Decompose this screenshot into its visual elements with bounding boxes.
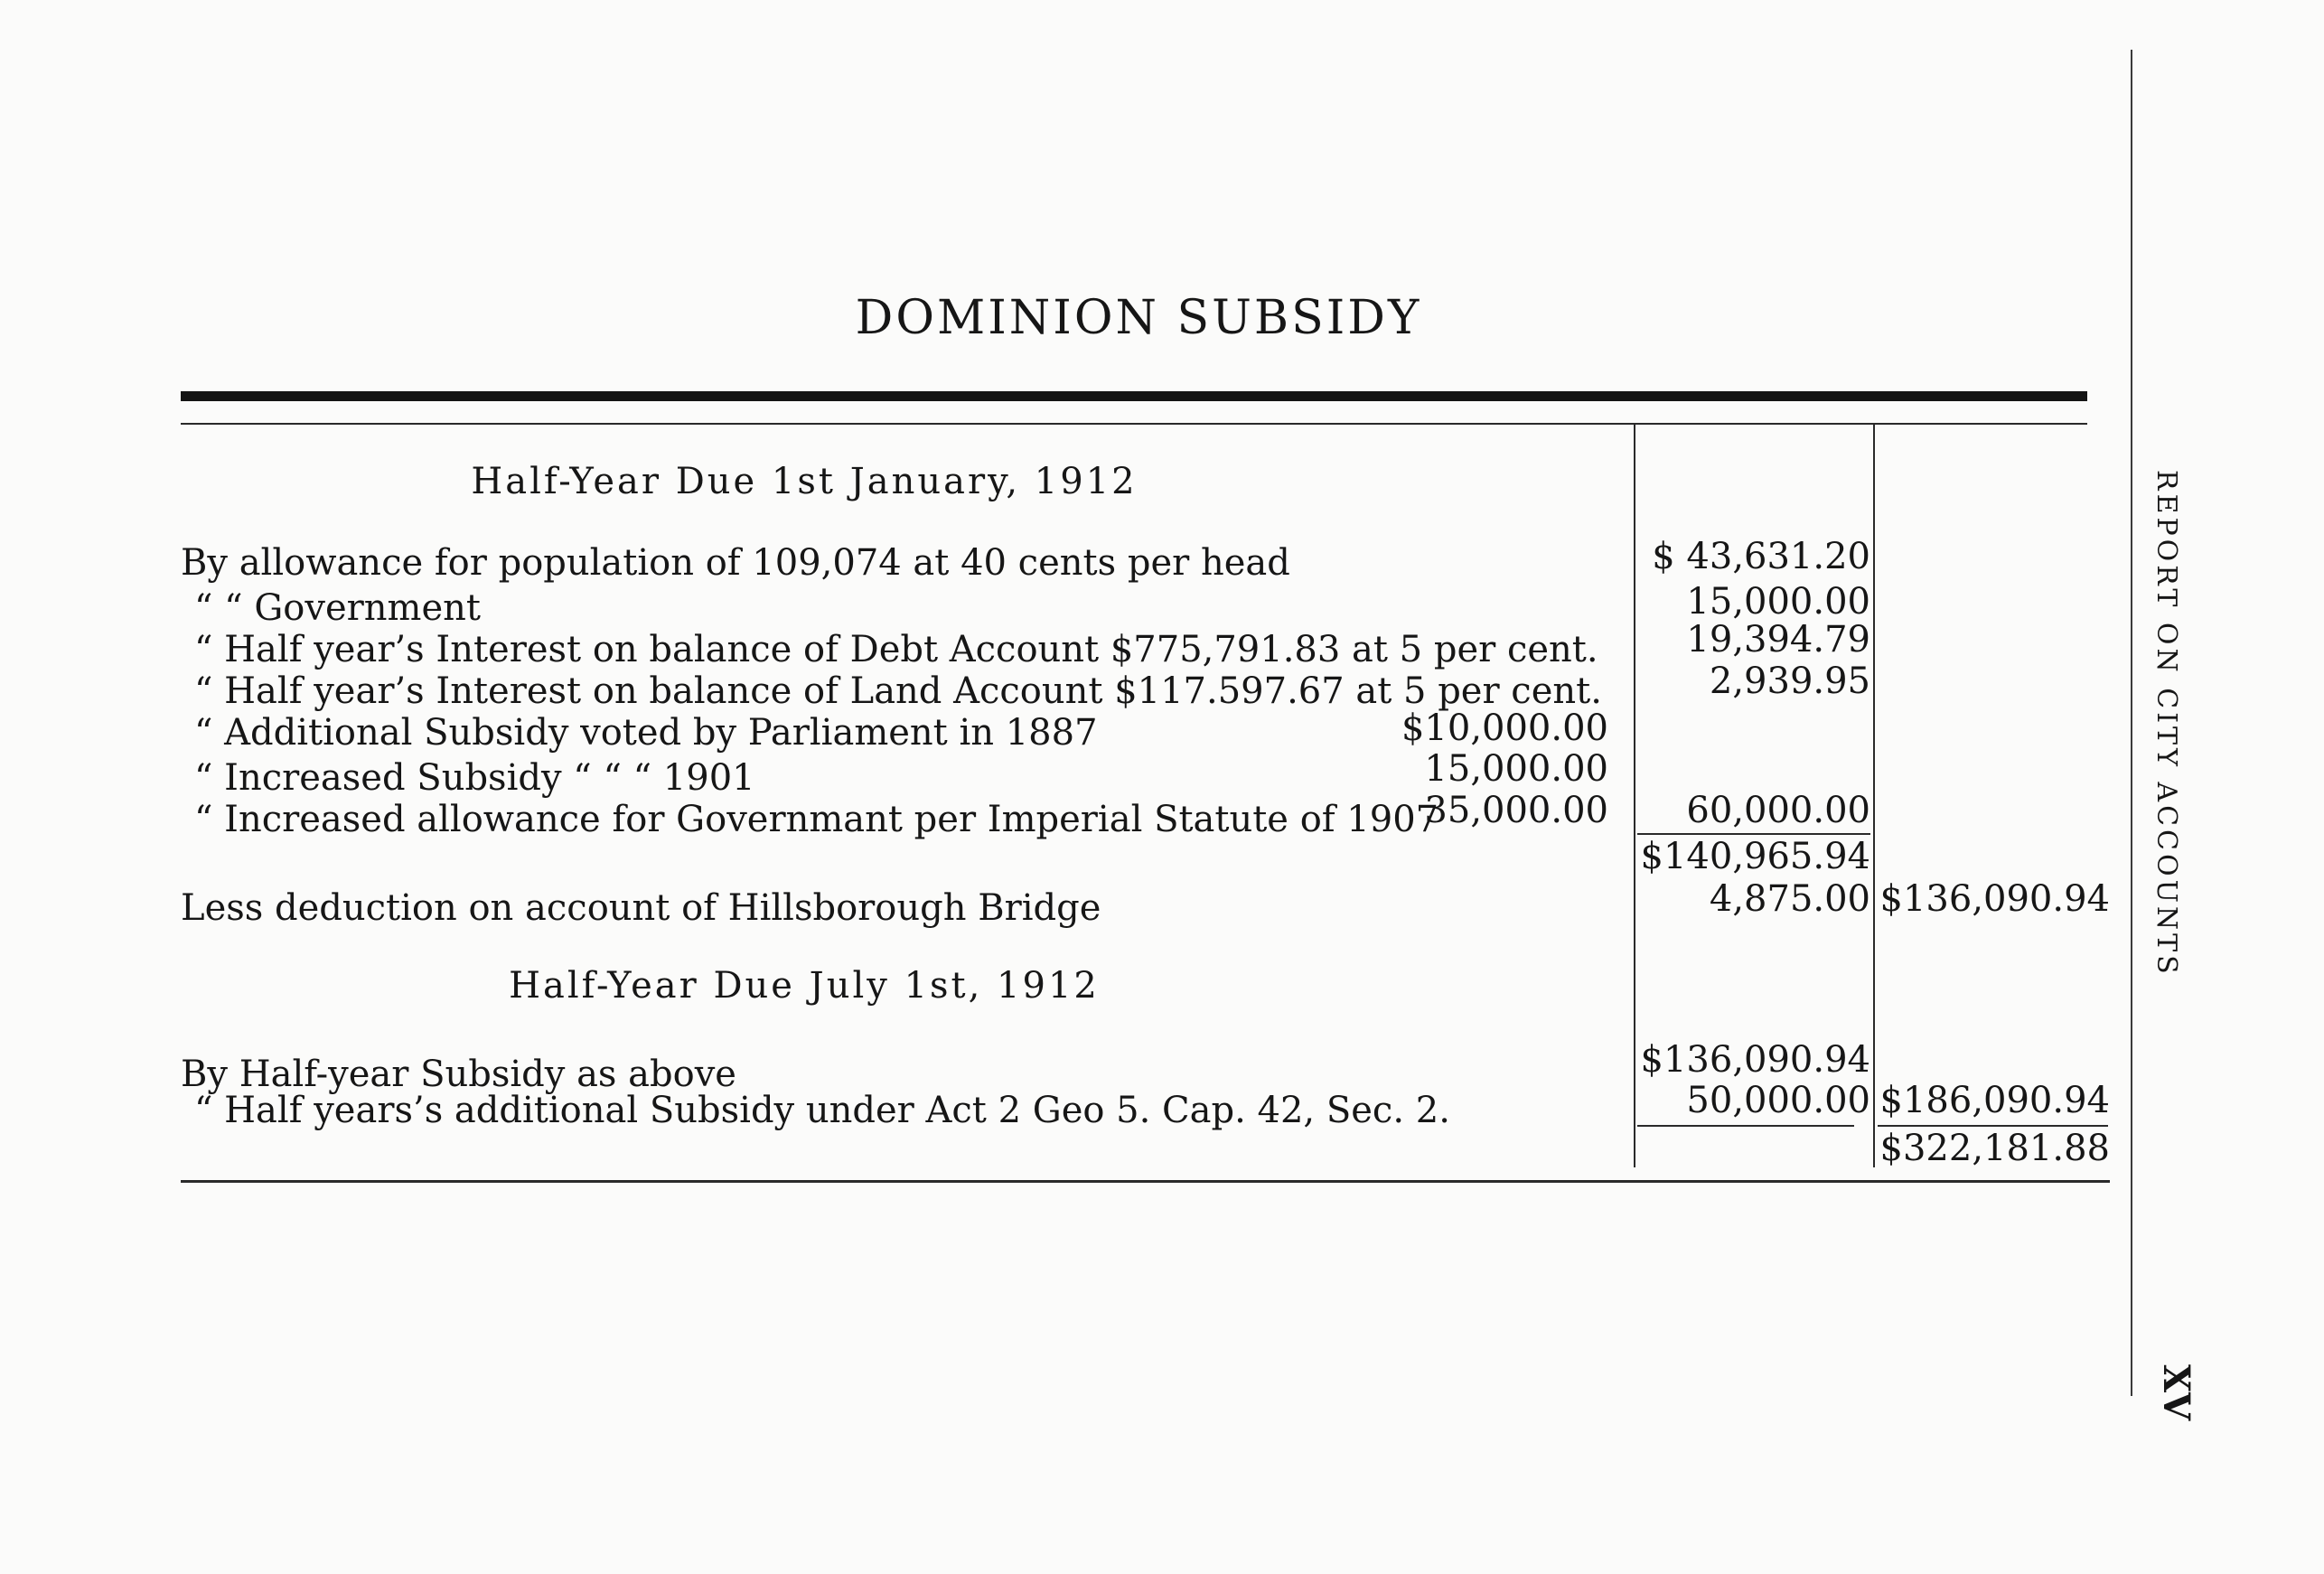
running-head: REPORT ON CITY ACCOUNTS (2151, 470, 2182, 978)
amount-land-interest: 2,939.95 (1709, 661, 1870, 702)
line-item-deduction: Less deduction on account of Hillsborough Bridge (181, 887, 1101, 929)
header-thin-rule (181, 423, 2087, 425)
inner-amount-increased-subsidy: 15,000.00 (1424, 748, 1608, 790)
line-item-government: “ “ Government (194, 587, 481, 629)
subtotal-rule (1637, 833, 1870, 835)
column-divider-totals (1873, 425, 1875, 1167)
total-january: $136,090.94 (1879, 878, 2110, 920)
line-item-additional-act-subsidy: “ Half years’s additional Subsidy under Act 2 Geo 5. Cap. 42, Sec. 2. (194, 1090, 1450, 1131)
line-item-land-interest: “ Half year’s Interest on balance of Land Account $117.597.67 at 5 per cent. (194, 670, 1602, 712)
line-item-increased-subsidy: “ Increased Subsidy “ “ “ 1901 (194, 757, 755, 799)
page-number: XV (2155, 1364, 2197, 1421)
line-item-population: By allowance for population of 109,074 at 40 cents per head (181, 542, 1290, 584)
july-amount-rule (1637, 1125, 1854, 1127)
subtotal-amount: $140,965.94 (1640, 836, 1870, 877)
grand-total: $322,181.88 (1879, 1128, 2110, 1169)
line-item-half-year-subsidy: By Half-year Subsidy as above (181, 1054, 736, 1095)
footer-rule (181, 1180, 2110, 1183)
section-heading-july: Half-Year Due July 1st, 1912 (509, 965, 1100, 1007)
amount-half-year-subsidy: $136,090.94 (1640, 1039, 1870, 1081)
line-item-additional-subsidy: “ Additional Subsidy voted by Parliament in 1887 (194, 712, 1098, 754)
amount-deduction: 4,875.00 (1709, 878, 1870, 920)
inner-amount-increased-allowance: 35,000.00 (1424, 790, 1608, 831)
grand-total-rule (1878, 1125, 2108, 1127)
amount-debt-interest: 19,394.79 (1686, 619, 1870, 661)
header-thick-rule (181, 391, 2087, 401)
line-item-debt-interest: “ Half year’s Interest on balance of Debt Account $775,791.83 at 5 per cent. (194, 629, 1598, 670)
page-title: DOMINION SUBSIDY (855, 291, 1422, 345)
section-heading-january: Half-Year Due 1st January, 1912 (471, 461, 1138, 502)
amount-government: 15,000.00 (1686, 581, 1870, 623)
amount-increased-subsidies: 60,000.00 (1686, 790, 1870, 831)
amount-additional-act-subsidy: 50,000.00 (1686, 1080, 1870, 1121)
inner-amount-additional-subsidy: $10,000.00 (1401, 707, 1608, 749)
line-item-increased-allowance: “ Increased allowance for Governmant per Imperial Statute of 1907 (194, 799, 1439, 840)
total-july: $186,090.94 (1879, 1080, 2110, 1121)
margin-rule (2131, 50, 2132, 1396)
amount-population: $ 43,631.20 (1652, 536, 1870, 577)
